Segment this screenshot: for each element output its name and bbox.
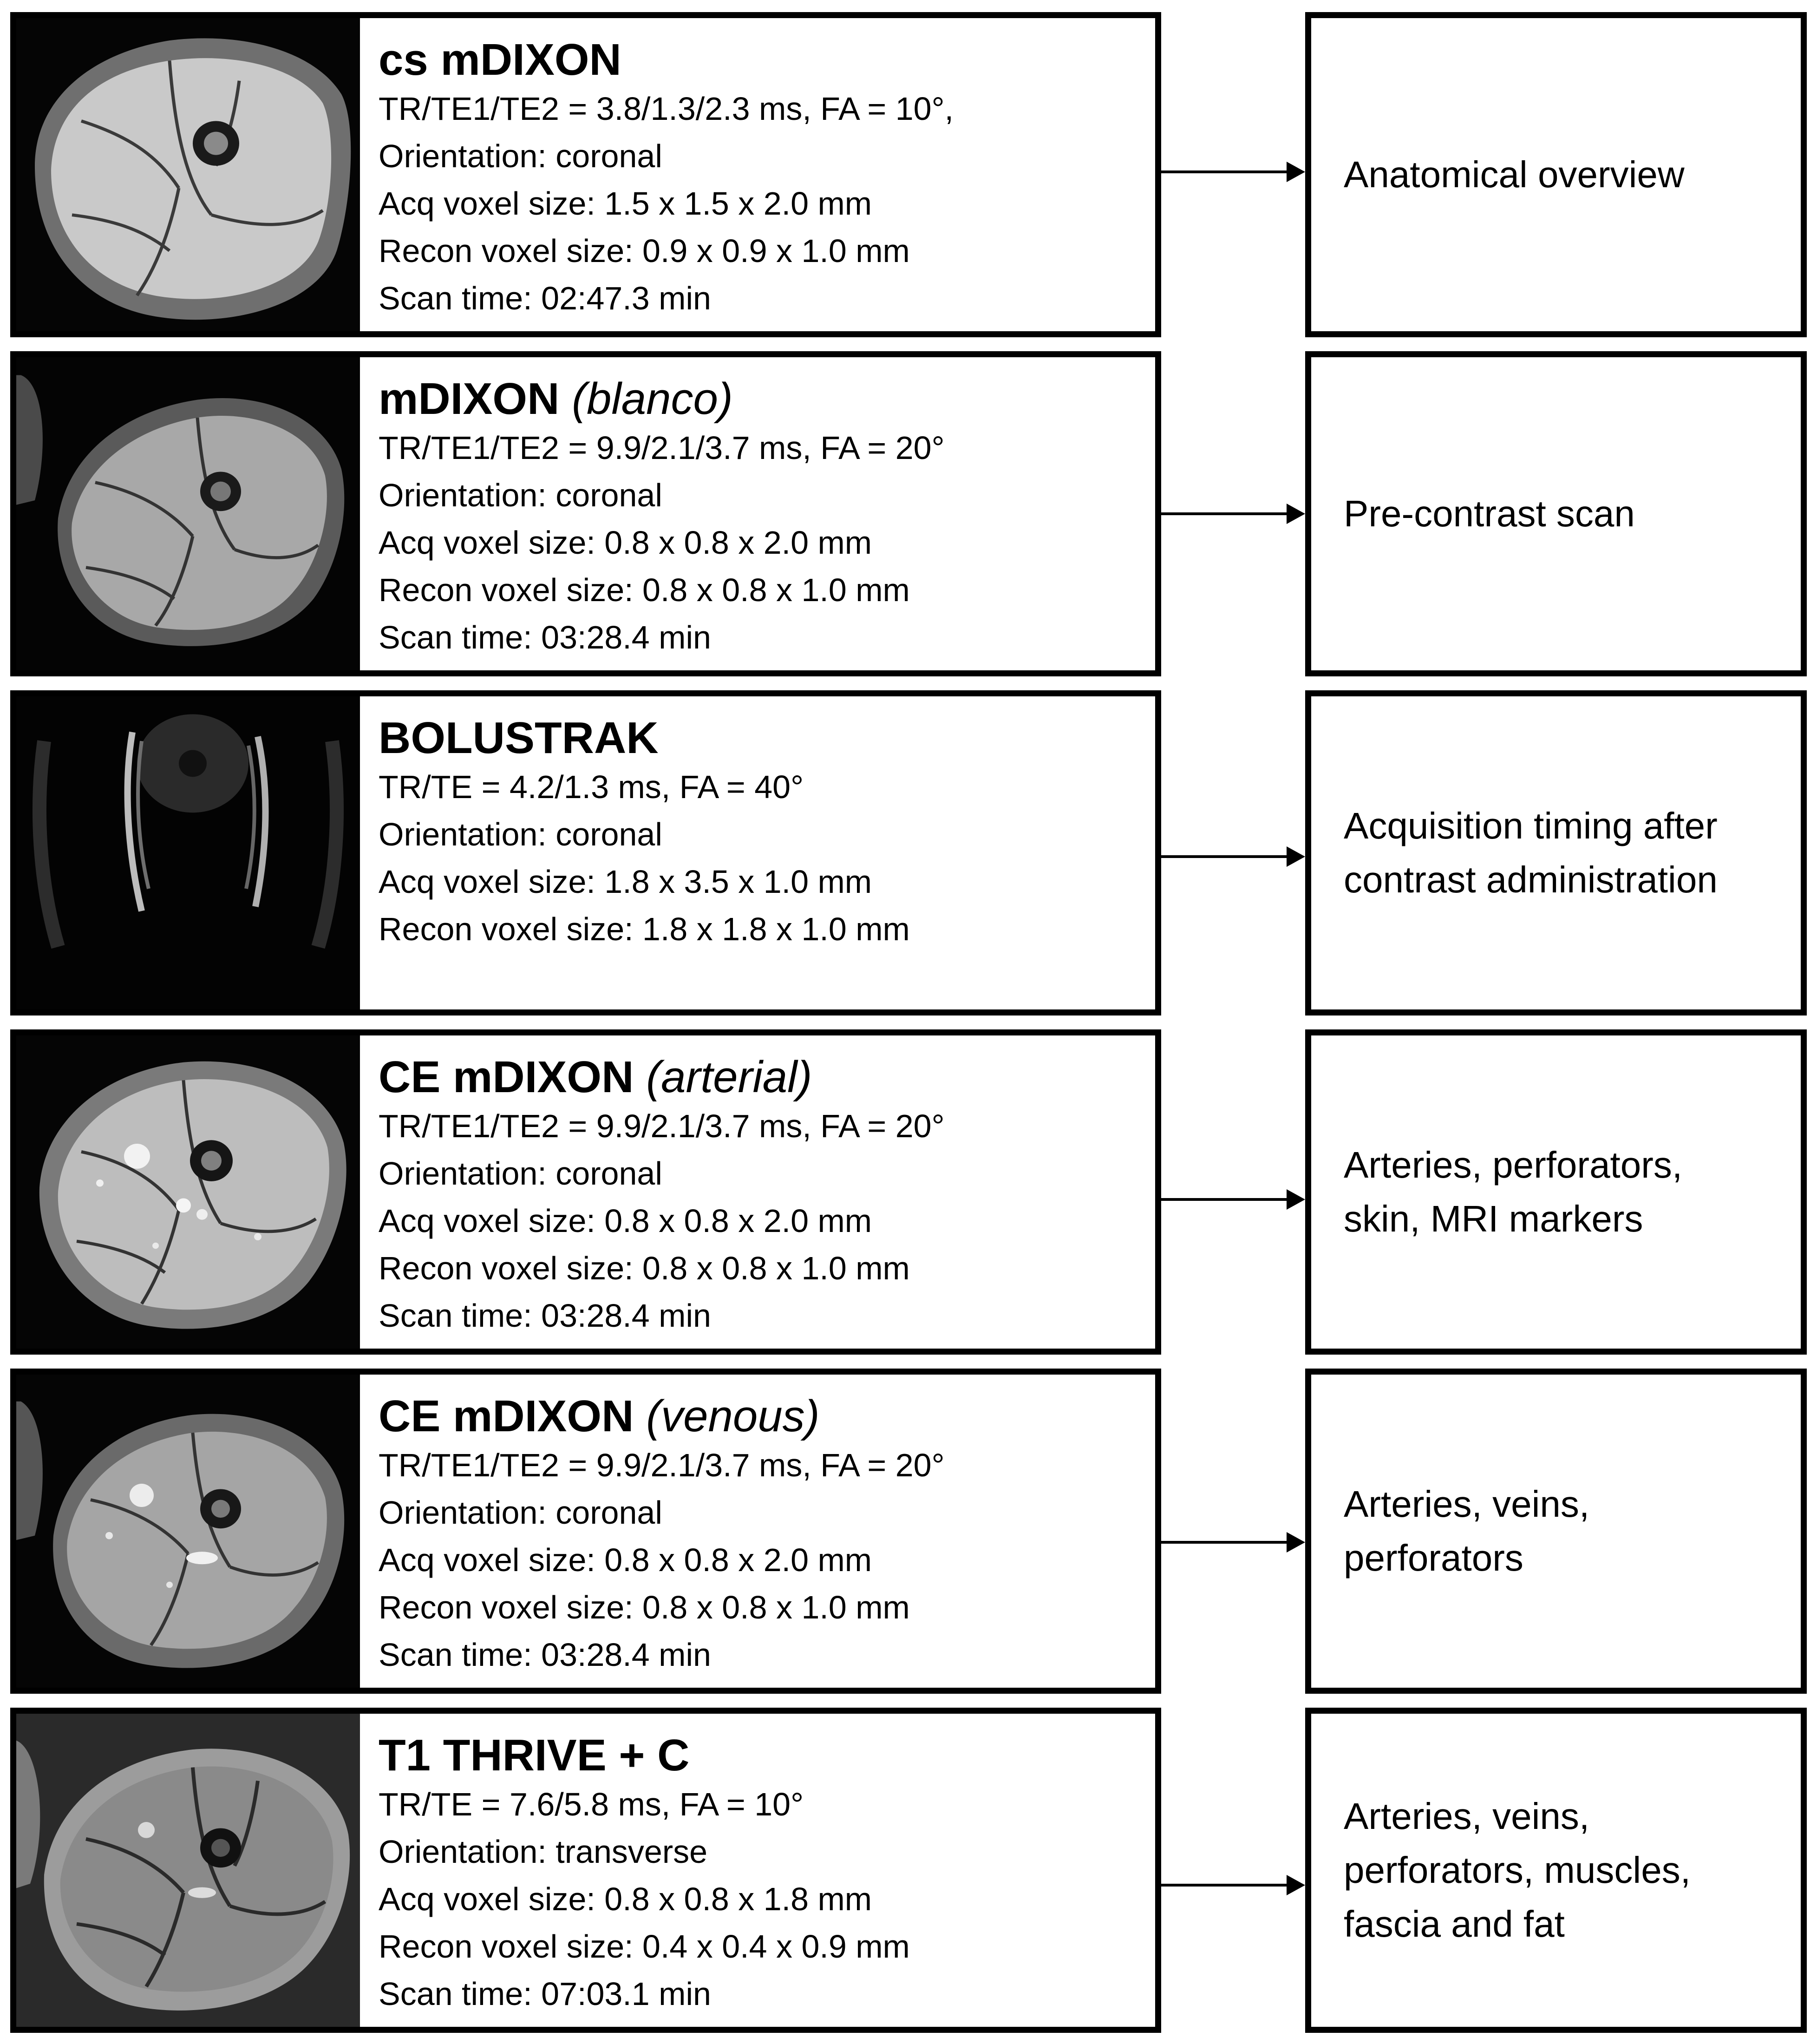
purpose-box (1305, 12, 1807, 337)
sequence-row (0, 1708, 1817, 2033)
mri-thigh-transverse-image (16, 1375, 360, 1688)
arrow-right-icon (1161, 1029, 1310, 1355)
parameter-line: Recon voxel size: 0.8 x 0.8 x 1.0 mm (379, 1250, 910, 1286)
arrow-right-icon (1161, 1708, 1310, 2033)
mri-thigh-transverse-image (16, 18, 360, 331)
parameter-line: TR/TE1/TE2 = 3.8/1.3/2.3 ms, FA = 10°, (379, 91, 954, 127)
parameter-line: Recon voxel size: 0.8 x 0.8 x 1.0 mm (379, 572, 910, 608)
parameter-line: Scan time: 02:47.3 min (379, 280, 711, 316)
parameter-line: Orientation: coronal (379, 1155, 662, 1192)
parameter-line: TR/TE = 7.6/5.8 ms, FA = 10° (379, 1786, 804, 1822)
parameter-line: Orientation: transverse (379, 1834, 708, 1870)
parameter-line: Orientation: coronal (379, 1494, 662, 1531)
purpose-text: Anatomical overview (1344, 154, 1685, 195)
parameter-line: TR/TE1/TE2 = 9.9/2.1/3.7 ms, FA = 20° (379, 1108, 945, 1144)
parameter-line: TR/TE = 4.2/1.3 ms, FA = 40° (379, 769, 804, 805)
parameter-line: Scan time: 07:03.1 min (379, 1976, 711, 2012)
arrow-right-icon (1161, 1369, 1310, 1694)
arrow-right-icon (1161, 690, 1310, 1015)
sequence-qualifier: (arterial) (646, 1052, 812, 1102)
purpose-text: Pre-contrast scan (1344, 493, 1635, 534)
sequence-row (0, 1369, 1817, 1694)
purpose-text: Arteries, perforators, skin, MRI markers (1344, 1144, 1683, 1239)
sequence-parameters (379, 35, 1146, 322)
sequence-qualifier: (blanco) (572, 374, 733, 424)
sequence-parameters-box (10, 12, 1161, 337)
parameter-line: Acq voxel size: 0.8 x 0.8 x 1.8 mm (379, 1881, 872, 1917)
parameter-line: TR/TE1/TE2 = 9.9/2.1/3.7 ms, FA = 20° (379, 1447, 945, 1483)
parameter-line: Recon voxel size: 0.9 x 0.9 x 1.0 mm (379, 233, 910, 269)
mri-thigh-transverse-image (16, 357, 360, 670)
parameter-line: Recon voxel size: 0.4 x 0.4 x 0.9 mm (379, 1928, 910, 1965)
sequence-parameters-box (10, 1029, 1161, 1355)
sequence-row (0, 690, 1817, 1015)
sequence-parameters (379, 1052, 1146, 1339)
parameter-line: Acq voxel size: 0.8 x 0.8 x 2.0 mm (379, 1542, 872, 1578)
sequence-title: T1 THRIVE + C (379, 1730, 690, 1780)
sequence-parameters (379, 374, 1146, 661)
parameter-line: Acq voxel size: 1.5 x 1.5 x 2.0 mm (379, 185, 872, 222)
sequence-qualifier: (venous) (646, 1391, 820, 1441)
arrow-right-icon (1161, 12, 1310, 337)
sequence-parameters-box (10, 1708, 1161, 2033)
parameter-line: Scan time: 03:28.4 min (379, 1637, 711, 1673)
mri-thigh-transverse-image (16, 1714, 360, 2027)
sequence-parameters-box (10, 690, 1161, 1015)
parameter-line: Acq voxel size: 0.8 x 0.8 x 2.0 mm (379, 1203, 872, 1239)
purpose-text: Arteries, veins, perforators (1344, 1483, 1590, 1579)
parameter-line: Orientation: coronal (379, 816, 662, 852)
purpose-box (1305, 351, 1807, 676)
parameter-line: Recon voxel size: 0.8 x 0.8 x 1.0 mm (379, 1589, 910, 1625)
sequence-row (0, 12, 1817, 337)
purpose-box (1305, 1029, 1807, 1355)
parameter-line: Scan time: 03:28.4 min (379, 1297, 711, 1334)
purpose-box (1305, 1708, 1807, 2033)
parameter-line: Orientation: coronal (379, 138, 662, 174)
arrow-right-icon (1161, 351, 1310, 676)
sequence-row (0, 351, 1817, 676)
parameter-line: TR/TE1/TE2 = 9.9/2.1/3.7 ms, FA = 20° (379, 430, 945, 466)
purpose-box (1305, 1369, 1807, 1694)
sequence-title: mDIXON (blanco) (379, 374, 733, 424)
sequence-parameters (379, 1730, 1146, 2018)
sequence-parameters-box (10, 351, 1161, 676)
purpose-box (1305, 690, 1807, 1015)
sequence-row (0, 1029, 1817, 1355)
parameter-line: Acq voxel size: 1.8 x 3.5 x 1.0 mm (379, 864, 872, 900)
sequence-parameters (379, 1391, 1146, 1678)
sequence-parameters (379, 713, 1146, 953)
purpose-text: Arteries, veins, perforators, muscles, fascia and fat (1344, 1795, 1691, 1945)
parameter-line: Acq voxel size: 0.8 x 0.8 x 2.0 mm (379, 524, 872, 561)
parameter-line: Scan time: 03:28.4 min (379, 619, 711, 655)
mri-bolustrak-coronal-image (16, 696, 360, 1009)
sequence-title: BOLUSTRAK (379, 713, 659, 763)
parameter-line: Recon voxel size: 1.8 x 1.8 x 1.0 mm (379, 911, 910, 947)
mri-thigh-transverse-image (16, 1035, 360, 1349)
sequence-title: CE mDIXON (arterial) (379, 1052, 812, 1102)
sequence-title: cs mDIXON (379, 35, 621, 85)
parameter-line: Orientation: coronal (379, 477, 662, 513)
sequence-title: CE mDIXON (venous) (379, 1391, 820, 1441)
sequence-parameters-box (10, 1369, 1161, 1694)
purpose-text: Acquisition timing after contrast administration (1344, 805, 1718, 900)
